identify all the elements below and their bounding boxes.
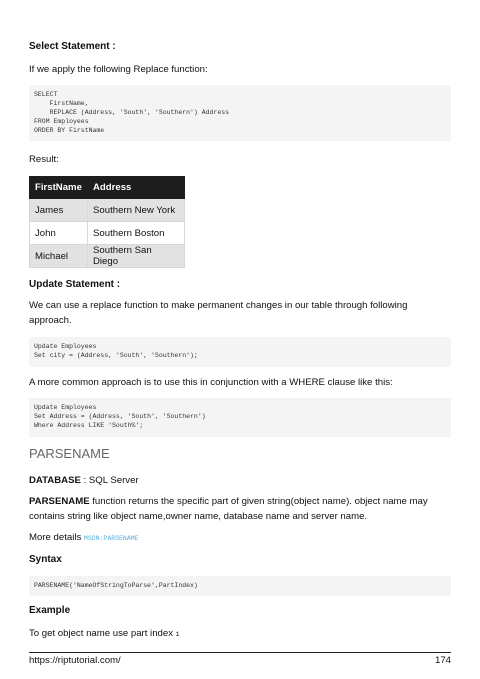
table-row xyxy=(30,199,185,222)
cell-firstname: Michael xyxy=(30,245,88,268)
more-details-text: More details xyxy=(29,532,84,543)
database-line xyxy=(29,473,139,488)
more-details-line xyxy=(29,530,139,546)
database-value: : SQL Server xyxy=(80,475,139,486)
example-text: To get object name use part index xyxy=(29,628,176,639)
more-common-text: A more common approach is to use this in conjunction with a WHERE clause like this: xyxy=(29,377,393,388)
result-label: Result: xyxy=(29,154,59,165)
update-code-block-1: Update Employees Set city = (Address, 'South', 'Southern'); xyxy=(29,337,451,367)
select-statement-heading: Select Statement : xyxy=(29,41,116,52)
msdn-parsename-link[interactable]: MSDN:PARSENAME xyxy=(83,535,139,542)
cell-address: Southern Boston xyxy=(88,222,185,245)
cell-firstname: John xyxy=(30,222,88,245)
database-label: DATABASE xyxy=(29,475,81,486)
select-intro-text: If we apply the following Replace function: xyxy=(29,64,208,75)
column-header-firstname: FirstName xyxy=(30,177,88,199)
cell-address: Southern San Diego xyxy=(88,245,185,268)
update-paragraph: We can use a replace function to make permanent changes in our table through following approach. xyxy=(29,300,408,326)
parsename-title: PARSENAME xyxy=(29,446,110,461)
footer-divider xyxy=(29,652,451,653)
footer-page-number: 174 xyxy=(434,655,451,666)
update-statement-heading: Update Statement : xyxy=(29,279,121,290)
example-heading: Example xyxy=(29,605,71,616)
parsename-desc-text: function returns the specific part of given string(object name). object name may contains string like object name,owner name, database name and server name. xyxy=(29,496,428,522)
select-code-block: SELECT FirstName, REPLACE (Address, 'South', 'Southern') Address FROM Employees ORDER BY FirstName xyxy=(29,85,451,141)
syntax-code-block: PARSENAME('NameOfStringToParse',PartIndex) xyxy=(29,576,451,596)
syntax-heading: Syntax xyxy=(29,554,62,565)
cell-firstname: James xyxy=(30,199,88,222)
parsename-bold: PARSENAME xyxy=(29,496,90,507)
example-part-index: 1 xyxy=(175,631,180,638)
example-text-line xyxy=(29,626,180,642)
table-row xyxy=(30,222,185,245)
table-row xyxy=(30,245,185,268)
footer-url[interactable]: https://riptutorial.com/ xyxy=(29,655,121,666)
column-header-address: Address xyxy=(88,177,185,199)
result-table-header-row xyxy=(30,177,185,199)
update-code-block-2: Update Employees Set Address = (Address, 'South', 'Southern') Where Address LIKE 'South%'; xyxy=(29,398,451,437)
result-table xyxy=(29,176,185,268)
cell-address: Southern New York xyxy=(88,199,185,222)
parsename-description xyxy=(29,494,449,524)
